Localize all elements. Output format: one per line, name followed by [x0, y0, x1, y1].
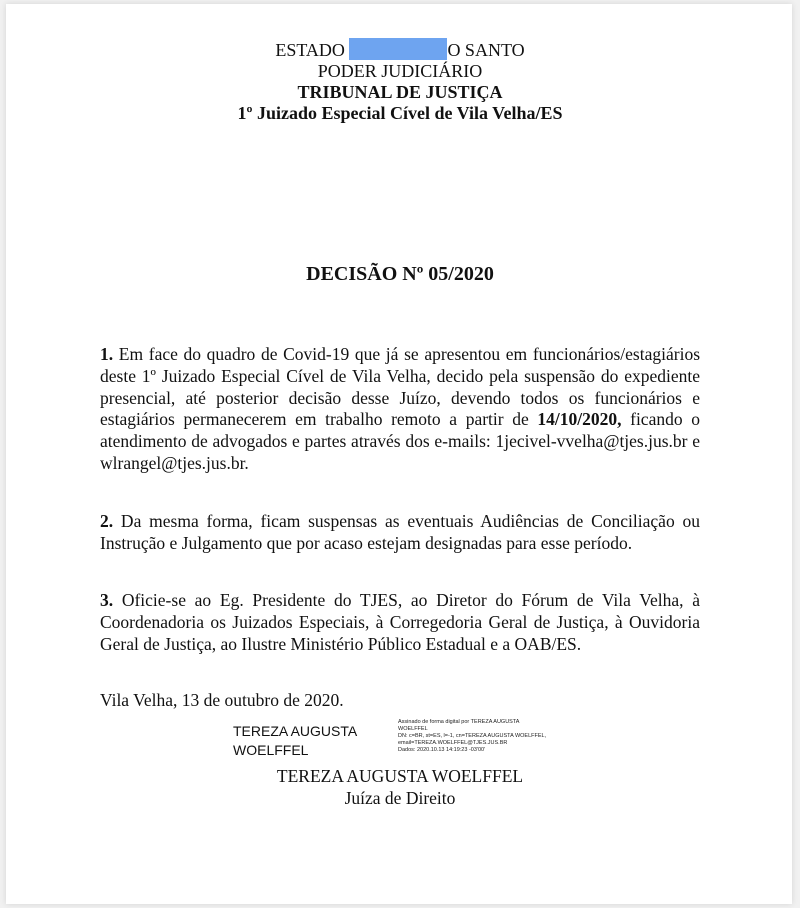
- document-header: [0, 38, 800, 124]
- signer-block: [0, 765, 800, 809]
- header-tribunal: TRIBUNAL DE JUSTIÇA: [297, 82, 503, 102]
- header-state-line: ESTADO O SANTO: [275, 40, 525, 60]
- digital-signature-name: TEREZA AUGUSTA WOELFFEL: [233, 723, 358, 758]
- paragraph-3: 3. Oficie-se ao Eg. Presidente do TJES, ao Diretor do Fórum de Vila Velha, à Coordenadoria os Juizados Especiais, à Corregedoria Geral de Justiça, à Ouvidoria Geral de Justiça, ao Ilustre Ministério Público Estadual e a OAB/ES.: [100, 590, 700, 654]
- decision-title: DECISÃO Nº 05/2020: [306, 263, 494, 285]
- header-judiciary: PODER JUDICIÁRIO: [317, 61, 483, 81]
- paragraph-2: 2. Da mesma forma, ficam suspensas as eventuais Audiências de Conciliação ou Instrução e Julgamento que por acaso estejam designadas para esse período.: [100, 511, 700, 553]
- signer-role: Juíza de Direito: [344, 788, 456, 808]
- digital-signature-details: Assinado de forma digital por TEREZA AUGUSTA WOELFFEL DN: c=BR, st=ES, l=-1, cn=TEREZA AUGUSTA WOELFFEL, email=TEREZA.WOELFFEL@TJES.JUS.BR Dados: 2020.10.13 14:19:23 -03'00': [398, 719, 547, 753]
- header-court: 1º Juizado Especial Cível de Vila Velha/ES: [237, 103, 563, 123]
- place-date: Vila Velha, 13 de outubro de 2020.: [100, 690, 344, 710]
- signer-name: TEREZA AUGUSTA WOELFFEL: [276, 766, 524, 786]
- redaction-box: [349, 38, 447, 60]
- paragraph-1: 1. Em face do quadro de Covid-19 que já se apresentou em funcionários/estagiários deste 1º Juizado Especial Cível de Vila Velha, decido pela suspensão do expediente presencial, até posterior decisão desse Juízo, devendo todos os funcionários e estagiários permanecerem em trabalho remoto a partir de 14/10/2020, ficando o atendimento de advogados e partes através dos e-mails: 1jecivel-vvelha@tjes.jus.br e wlrangel@tjes.jus.br.: [100, 344, 700, 473]
